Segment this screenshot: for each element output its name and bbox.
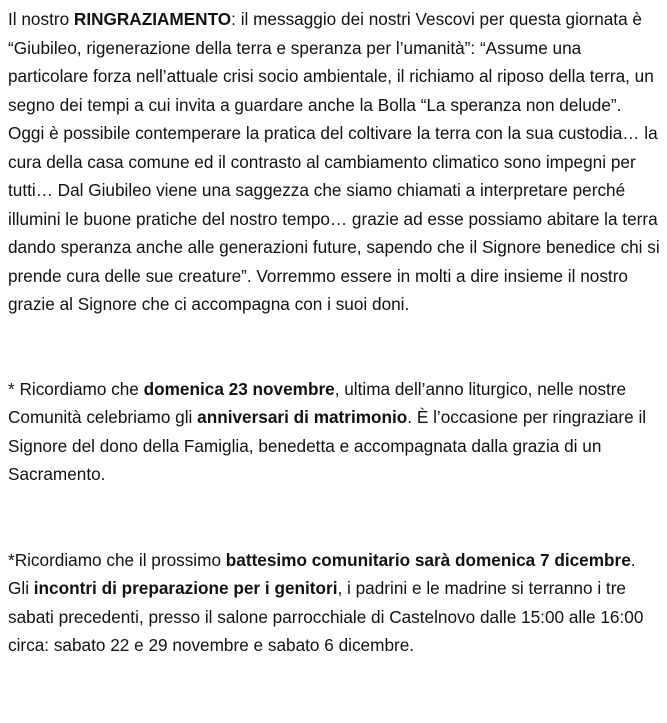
text-run: *Ricordiamo che il prossimo — [8, 549, 226, 570]
paragraph-battesimo — [8, 546, 660, 660]
document-page — [8, 5, 660, 660]
text-run: . È l’occasione per ringraziare il Signore del dono della Famiglia, benedetta e accompagnata dalla grazia di un Sacramento. — [8, 407, 647, 484]
text-run: , i padrini e le madrine si terranno i tre sabati precedenti, presso il salone parrocchiale di Castelnovo dalle 15:00 alle 16:00 circa: sabato 22 e 29 novembre e sabato 6 dicembre. — [8, 578, 644, 655]
paragraph-anniversari — [8, 375, 660, 489]
paragraph-ringraziamento — [8, 5, 660, 319]
bold-text-run: RINGRAZIAMENTO — [73, 9, 232, 29]
text-run: . Gli — [8, 549, 636, 598]
bold-text-run: domenica 23 novembre — [143, 378, 335, 399]
bold-text-run: battesimo comunitario sarà domenica 7 dicembre — [225, 549, 631, 570]
paragraph-spacer — [8, 489, 660, 546]
text-run: , ultima dell’anno liturgico, nelle nostre Comunità celebriamo gli — [8, 378, 627, 427]
text-run: * Ricordiamo che — [8, 378, 144, 399]
text-run: : il messaggio dei nostri Vescovi per questa giornata è “Giubileo, rigenerazione della terra e speranza per l’umanità”: “Assume una particolare forza nell’attuale crisi socio ambientale, il richiamo al riposo della terra, un segno dei tempi a cui invita a guardare anche la Bolla “La speranza non delude”. Oggi è possibile contemperare la pratica del coltivare la terra con la sua custodia… la cura della casa comune ed il contrasto al cambiamento climatico sono impegni per tutti… Dal Giubileo viene una saggezza che siamo chiamati a interpretare perché illumini le buone pratiche del nostro tempo… grazie ad esse possiamo abitare la terra dando speranza anche alle generazioni future, sapendo che il Signore benedice chi si prende cura delle sue creature”. Vorremmo essere in molti a dire insieme il nostro grazie al Signore che ci accompagna con i suoi doni. — [8, 9, 660, 314]
text-run: Il nostro — [8, 9, 74, 29]
paragraph-spacer — [8, 319, 660, 375]
bold-text-run: anniversari di matrimonio — [197, 407, 408, 427]
bold-text-run: incontri di preparazione per i genitori — [33, 578, 338, 598]
